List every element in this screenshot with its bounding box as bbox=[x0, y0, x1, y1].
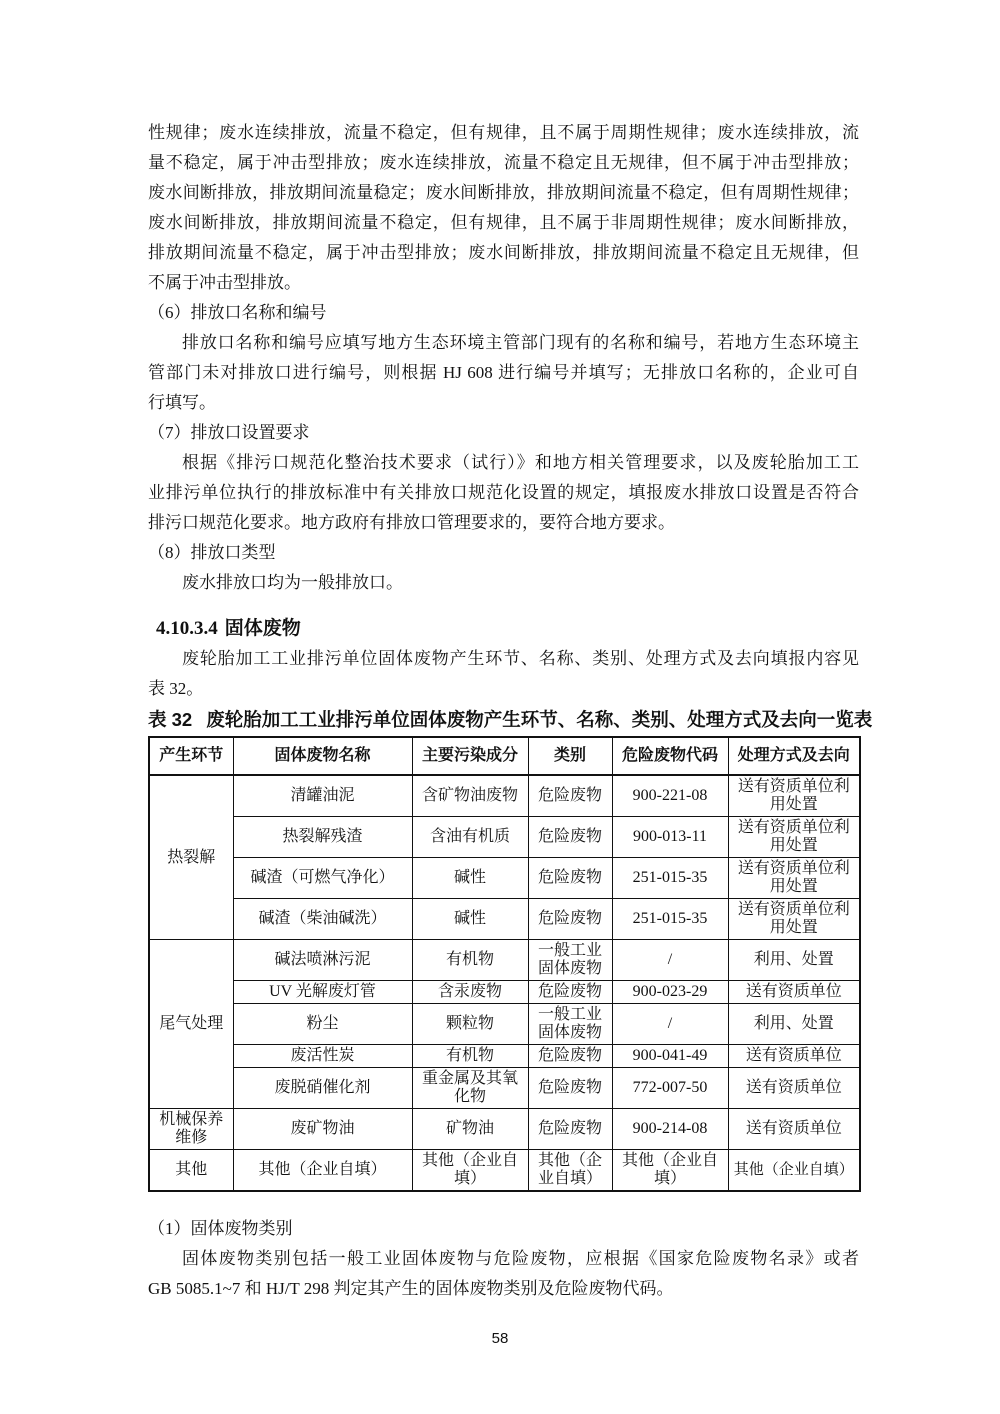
table-cell: 其他（企业自填） bbox=[728, 1150, 860, 1192]
table-row bbox=[149, 981, 860, 1004]
stage-cell: 其他 bbox=[149, 1150, 233, 1192]
item7-body bbox=[148, 448, 859, 538]
text-line: 表 32。 bbox=[148, 679, 204, 698]
item6-heading: （6）排放口名称和编号 bbox=[148, 303, 327, 322]
text-line: 管部门未对排放口进行编号，则根据 HJ 608 进行编号并填写；无排放口名称的，企业可自 bbox=[148, 363, 859, 382]
table-cell: 废矿物油 bbox=[233, 1109, 412, 1150]
text-line: 性规律；废水连续排放，流量不稳定，但有规律，且不属于周期性规律；废水连续排放，流 bbox=[148, 123, 859, 142]
section-body bbox=[148, 644, 859, 704]
table-cell: 废活性炭 bbox=[233, 1045, 412, 1068]
table-cell: 含油有机质 bbox=[412, 817, 528, 858]
table-cell: 送有资质单位 bbox=[728, 1109, 860, 1150]
table-row bbox=[149, 1004, 860, 1045]
table-cell: 含汞废物 bbox=[412, 981, 528, 1004]
column-header-code: 危险废物代码 bbox=[612, 737, 728, 775]
table-cell: 危险废物 bbox=[528, 981, 612, 1004]
item1-body bbox=[148, 1244, 859, 1304]
stage-cell: 热裂解 bbox=[149, 775, 233, 940]
table-row bbox=[149, 1045, 860, 1068]
table-cell: / bbox=[612, 940, 728, 981]
table-cell: 危险废物 bbox=[528, 1068, 612, 1109]
table-cell: 其他（企业自填） bbox=[528, 1150, 612, 1192]
table-cell: 其他（企业自填） bbox=[612, 1150, 728, 1192]
text-line: 废水间断排放，排放期间流量稳定；废水间断排放，排放期间流量不稳定，但有周期性规律； bbox=[148, 183, 859, 202]
text-line: 量不稳定，属于冲击型排放；废水连续排放，流量不稳定且无规律，但不属于冲击型排放； bbox=[148, 153, 859, 172]
table-cell: 有机物 bbox=[412, 1045, 528, 1068]
table-cell: 900-221-08 bbox=[612, 775, 728, 817]
waste-table-body bbox=[149, 775, 860, 1191]
table-cell: 碱法喷淋污泥 bbox=[233, 940, 412, 981]
table-cell: 900-013-11 bbox=[612, 817, 728, 858]
table-caption-label: 表 32 bbox=[148, 709, 193, 730]
table-cell: 送有资质单位利用处置 bbox=[728, 817, 860, 858]
table-cell: UV 光解废灯管 bbox=[233, 981, 412, 1004]
table-cell: 碱性 bbox=[412, 858, 528, 899]
table-cell: 危险废物 bbox=[528, 1109, 612, 1150]
column-header-disposal: 处理方式及去向 bbox=[728, 737, 860, 775]
table-cell: 热裂解残渣 bbox=[233, 817, 412, 858]
table-cell: 矿物油 bbox=[412, 1109, 528, 1150]
column-header-stage: 产生环节 bbox=[149, 737, 233, 775]
table-row bbox=[149, 899, 860, 940]
stage-cell: 尾气处理 bbox=[149, 940, 233, 1109]
section-number: 4.10.3.4 bbox=[156, 618, 218, 639]
table-cell: 危险废物 bbox=[528, 775, 612, 817]
text-line: 排污口规范化要求。地方政府有排放口管理要求的，要符合地方要求。 bbox=[148, 513, 675, 532]
table-header-row bbox=[149, 737, 860, 775]
section-title: 固体废物 bbox=[224, 618, 301, 639]
column-header-category: 类别 bbox=[528, 737, 612, 775]
text-line: 废水排放口均为一般排放口。 bbox=[182, 573, 403, 592]
page-content bbox=[148, 118, 873, 1304]
table-cell: 颗粒物 bbox=[412, 1004, 528, 1045]
table-cell: 清罐油泥 bbox=[233, 775, 412, 817]
table-cell: 粉尘 bbox=[233, 1004, 412, 1045]
text-line: 废水间断排放，排放期间流量不稳定，但有规律，且不属于非周期性规律；废水间断排放， bbox=[148, 213, 859, 232]
table-row bbox=[149, 1109, 860, 1150]
stage-cell: 机械保养维修 bbox=[149, 1109, 233, 1150]
text-line: 排放期间流量不稳定，属于冲击型排放；废水间断排放，排放期间流量不稳定且无规律，但 bbox=[148, 243, 859, 262]
table-cell: 利用、处置 bbox=[728, 1004, 860, 1045]
table-cell: 利用、处置 bbox=[728, 940, 860, 981]
table-cell: 送有资质单位 bbox=[728, 1068, 860, 1109]
table-cell: 有机物 bbox=[412, 940, 528, 981]
table-cell: 送有资质单位 bbox=[728, 981, 860, 1004]
column-header-waste-name: 固体废物名称 bbox=[233, 737, 412, 775]
table-cell: 900-214-08 bbox=[612, 1109, 728, 1150]
table-cell: 一般工业固体废物 bbox=[528, 1004, 612, 1045]
table-cell: 碱性 bbox=[412, 899, 528, 940]
table-cell: 送有资质单位利用处置 bbox=[728, 775, 860, 817]
solid-waste-table bbox=[148, 736, 861, 1192]
text-line: 业排污单位执行的排放标准中有关排放口规范化设置的规定，填报废水排放口设置是否符合 bbox=[148, 483, 859, 502]
table-cell: 772-007-50 bbox=[612, 1068, 728, 1109]
table-cell: 251-015-35 bbox=[612, 899, 728, 940]
table-cell: 重金属及其氧化物 bbox=[412, 1068, 528, 1109]
item7-heading: （7）排放口设置要求 bbox=[148, 423, 310, 442]
table-caption bbox=[148, 706, 873, 734]
table-row bbox=[149, 858, 860, 899]
table-cell: 251-015-35 bbox=[612, 858, 728, 899]
table-cell: 危险废物 bbox=[528, 1045, 612, 1068]
table-cell: 含矿物油废物 bbox=[412, 775, 528, 817]
item8-body bbox=[148, 568, 859, 598]
table-cell: 送有资质单位 bbox=[728, 1045, 860, 1068]
table-row bbox=[149, 775, 860, 817]
column-header-pollutant: 主要污染成分 bbox=[412, 737, 528, 775]
text-line: 行填写。 bbox=[148, 393, 216, 412]
text-line: 废轮胎加工工业排污单位固体废物产生环节、名称、类别、处理方式及去向填报内容见 bbox=[182, 649, 859, 668]
table-cell: 危险废物 bbox=[528, 858, 612, 899]
intro-paragraph bbox=[148, 118, 859, 298]
table-row bbox=[149, 1150, 860, 1192]
table-cell: 废脱硝催化剂 bbox=[233, 1068, 412, 1109]
table-cell: 送有资质单位利用处置 bbox=[728, 899, 860, 940]
table-cell: 危险废物 bbox=[528, 899, 612, 940]
table-cell: 900-041-49 bbox=[612, 1045, 728, 1068]
text-line: 排放口名称和编号应填写地方生态环境主管部门现有的名称和编号，若地方生态环境主 bbox=[182, 333, 859, 352]
table-cell: 碱渣（可燃气净化） bbox=[233, 858, 412, 899]
table-row bbox=[149, 940, 860, 981]
table-cell: 危险废物 bbox=[528, 817, 612, 858]
page-number: 58 bbox=[491, 1330, 509, 1347]
table-cell: 送有资质单位利用处置 bbox=[728, 858, 860, 899]
table-cell: 900-023-29 bbox=[612, 981, 728, 1004]
table-cell: 其他（企业自填） bbox=[233, 1150, 412, 1192]
text-line: 固体废物类别包括一般工业固体废物与危险废物，应根据《国家危险废物名录》或者 bbox=[182, 1249, 859, 1268]
item6-body bbox=[148, 328, 859, 418]
section-heading bbox=[148, 614, 859, 644]
item1-heading: （1）固体废物类别 bbox=[148, 1219, 293, 1238]
table-cell: 一般工业固体废物 bbox=[528, 940, 612, 981]
text-line: 根据《排污口规范化整治技术要求（试行）》和地方相关管理要求，以及废轮胎加工工 bbox=[182, 453, 859, 472]
table-row bbox=[149, 817, 860, 858]
text-line: 不属于冲击型排放。 bbox=[148, 273, 301, 292]
item8-heading: （8）排放口类型 bbox=[148, 543, 276, 562]
table-cell: / bbox=[612, 1004, 728, 1045]
table-row bbox=[149, 1068, 860, 1109]
text-line: GB 5085.1~7 和 HJ/T 298 判定其产生的固体废物类别及危险废物代码。 bbox=[148, 1279, 674, 1298]
table-cell: 碱渣（柴油碱洗） bbox=[233, 899, 412, 940]
table-cell: 其他（企业自填） bbox=[412, 1150, 528, 1192]
table-caption-title: 废轮胎加工工业排污单位固体废物产生环节、名称、类别、处理方式及去向一览表 bbox=[206, 709, 873, 730]
